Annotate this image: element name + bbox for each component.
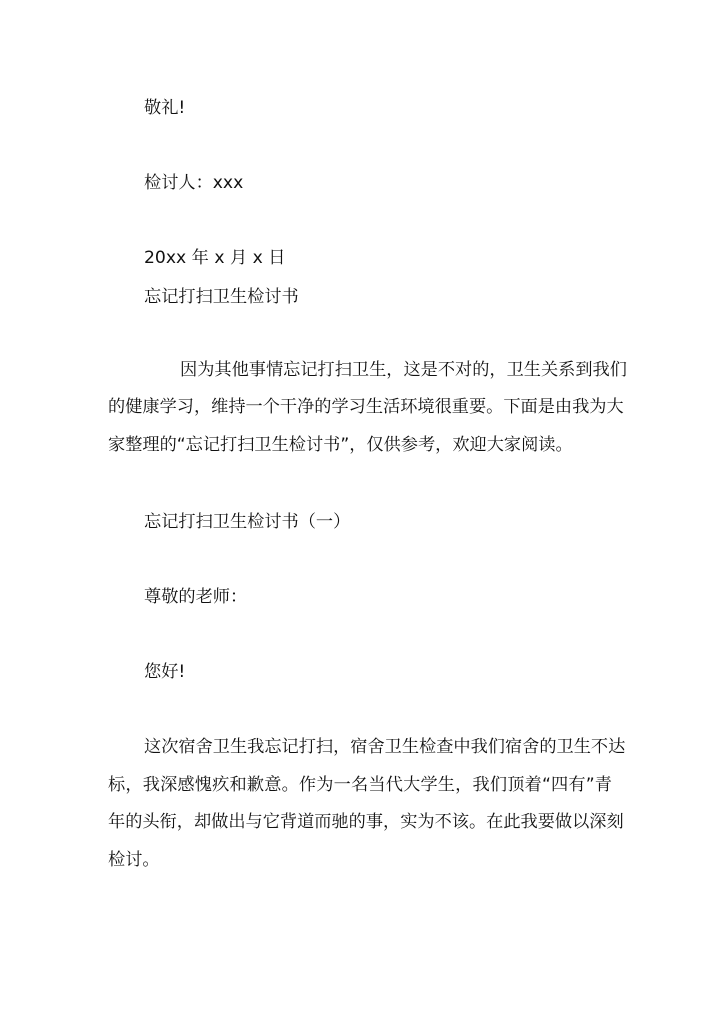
intro-line: 家整理的“忘记打扫卫生检讨书”，仅供参考，欢迎大家阅读。 <box>108 435 573 455</box>
body-line: 这次宿舍卫生我忘记打扫，宿舍卫生检查中我们宿舍的卫生不达 <box>144 737 626 757</box>
body-line: 标，我深感愧疚和歉意。作为一名当代大学生，我们顶着“四有”青 <box>108 775 612 795</box>
body-line: 年的头衔，却做出与它背道而驰的事，实为不该。在此我要做以深刻 <box>108 812 624 832</box>
closing: 敬礼! <box>144 98 186 118</box>
signer: 检讨人：xxx <box>144 173 244 193</box>
section-title: 忘记打扫卫生检讨书（一） <box>144 512 351 532</box>
body-line: 检讨。 <box>108 850 160 870</box>
greeting: 您好! <box>144 662 186 682</box>
salutation: 尊敬的老师： <box>144 587 248 607</box>
intro-line: 因为其他事情忘记打扫卫生，这是不对的，卫生关系到我们 <box>180 360 627 380</box>
date: 20xx 年 x 月 x 日 <box>144 248 286 268</box>
document-title: 忘记打扫卫生检讨书 <box>144 287 299 307</box>
intro-line: 的健康学习，维持一个干净的学习生活环境很重要。下面是由我为大 <box>108 397 624 417</box>
